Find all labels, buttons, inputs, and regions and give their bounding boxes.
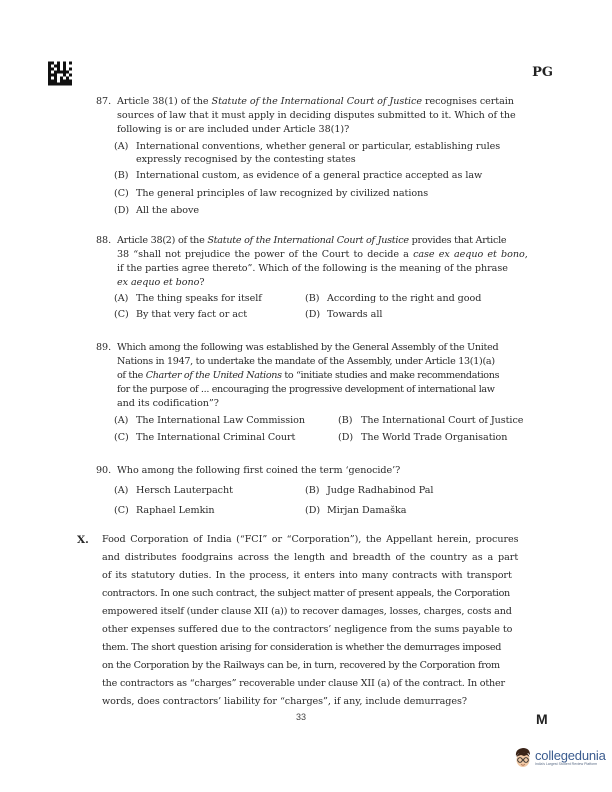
- option-text: By that very fact or act: [136, 309, 248, 320]
- option-text: Raphael Lemkin: [136, 505, 215, 516]
- option-label: (D): [338, 432, 354, 443]
- question-line: Nations in 1947, to undertake the mandate of the Assembly, under Article 13(1)(a): [117, 356, 495, 367]
- option-text: The World Trade Organisation: [361, 432, 508, 443]
- passage-line: on the Corporation by the Railways can be, in turn, recovered by the Corporation from: [102, 660, 500, 671]
- option-text-continued: expressly recognised by the contesting states: [136, 154, 356, 165]
- option-text: International custom, as evidence of a general practice accepted as law: [136, 170, 483, 181]
- question-number: 88.: [96, 235, 112, 246]
- option-text: The International Court of Justice: [361, 415, 524, 426]
- passage-line: words, does contractors’ liability for “charges”, if any, include demurrages?: [102, 696, 467, 707]
- collegedunia-logo: [514, 747, 606, 769]
- option-text: According to the right and good: [327, 293, 482, 304]
- question-line: ex aequo et bono?: [117, 277, 205, 288]
- option-text: The general principles of law recognized by civilized nations: [136, 188, 429, 199]
- question-number: 90.: [96, 465, 112, 476]
- question-line: sources of law that it must apply in deciding disputes submitted to it. Which of the: [117, 110, 516, 121]
- passage-line: contractors. In one such contract, the subject matter of present appeals, the Corporation: [102, 588, 510, 599]
- question-number: 87.: [96, 96, 112, 107]
- option-text: Judge Radhabinod Pal: [327, 485, 434, 496]
- option-label: (B): [338, 415, 353, 426]
- question-line: Article 38(2) of the Statute of the International Court of Justice provides that Article: [117, 235, 507, 246]
- paper-code: PG: [532, 65, 553, 80]
- question-line: Which among the following was established by the General Assembly of the United: [117, 342, 499, 353]
- question-line: 38 “shall not prejudice the power of the Court to decide a case ex aequo et bono,: [117, 249, 528, 260]
- option-label: (A): [114, 415, 129, 426]
- passage-line: Food Corporation of India (“FCI” or “Corporation”), the Appellant herein, procures: [102, 534, 519, 545]
- option-text: The International Law Commission: [136, 415, 306, 426]
- passage-line: the contractors as “charges” recoverable under clause XII (a) of the contract. In other: [102, 678, 505, 689]
- option-text: The thing speaks for itself: [136, 293, 262, 304]
- question-number: 89.: [96, 342, 112, 353]
- option-label: (B): [305, 293, 320, 304]
- option-text: Mirjan Damaška: [327, 505, 407, 516]
- question-line: and its codification”?: [117, 398, 219, 409]
- mascot-face-icon: [514, 747, 532, 769]
- passage-line: and distributes foodgrains across the length and breadth of the country as a part: [102, 552, 519, 563]
- question-line: following is or are included under Article 38(1)?: [117, 124, 350, 135]
- question-line: if the parties agree thereto”. Which of the following is the meaning of the phrase: [117, 263, 508, 274]
- passage-line: them. The short question arising for consideration is whether the demurrages imposed: [102, 642, 502, 653]
- option-label: (B): [114, 170, 129, 181]
- option-text: The International Criminal Court: [136, 432, 296, 443]
- option-label: (B): [305, 485, 320, 496]
- page-number: 33: [296, 712, 307, 722]
- option-text: International conventions, whether general or particular, establishing rules: [136, 141, 501, 152]
- logo-wordmark: collegedunia: [535, 747, 606, 763]
- question-line: for the purpose of ... encouraging the progressive development of international law: [117, 384, 495, 395]
- option-label: (C): [114, 309, 129, 320]
- option-text: Hersch Lauterpacht: [136, 485, 233, 496]
- option-label: (C): [114, 432, 129, 443]
- option-label: (A): [114, 293, 129, 304]
- passage-label: X.: [77, 534, 89, 546]
- question-line: of the Charter of the United Nations to “initiate studies and make recommendations: [117, 370, 500, 381]
- option-label: (C): [114, 505, 129, 516]
- option-label: (A): [114, 141, 129, 152]
- option-label: (D): [305, 505, 321, 516]
- option-label: (C): [114, 188, 129, 199]
- question-line: Article 38(1) of the Statute of the International Court of Justice recognises certain: [117, 96, 514, 107]
- option-text: All the above: [136, 205, 199, 216]
- set-code: M: [536, 711, 548, 727]
- logo-tagline: India's Largest Student Review Platform: [535, 761, 598, 766]
- datamatrix-barcode-icon: [48, 61, 72, 86]
- option-label: (D): [114, 205, 130, 216]
- option-text: Towards all: [327, 309, 383, 320]
- option-label: (D): [305, 309, 321, 320]
- option-label: (A): [114, 485, 129, 496]
- passage-line: other expenses suffered due to the contractors’ negligence from the sums payable to: [102, 624, 513, 635]
- passage-line: empowered itself (under clause XII (a)) to recover damages, losses, charges, costs and: [102, 606, 512, 617]
- passage-line: of its statutory duties. In the process, it enters into many contracts with transport: [102, 570, 512, 581]
- question-line: Who among the following first coined the term ‘genocide’?: [117, 465, 401, 476]
